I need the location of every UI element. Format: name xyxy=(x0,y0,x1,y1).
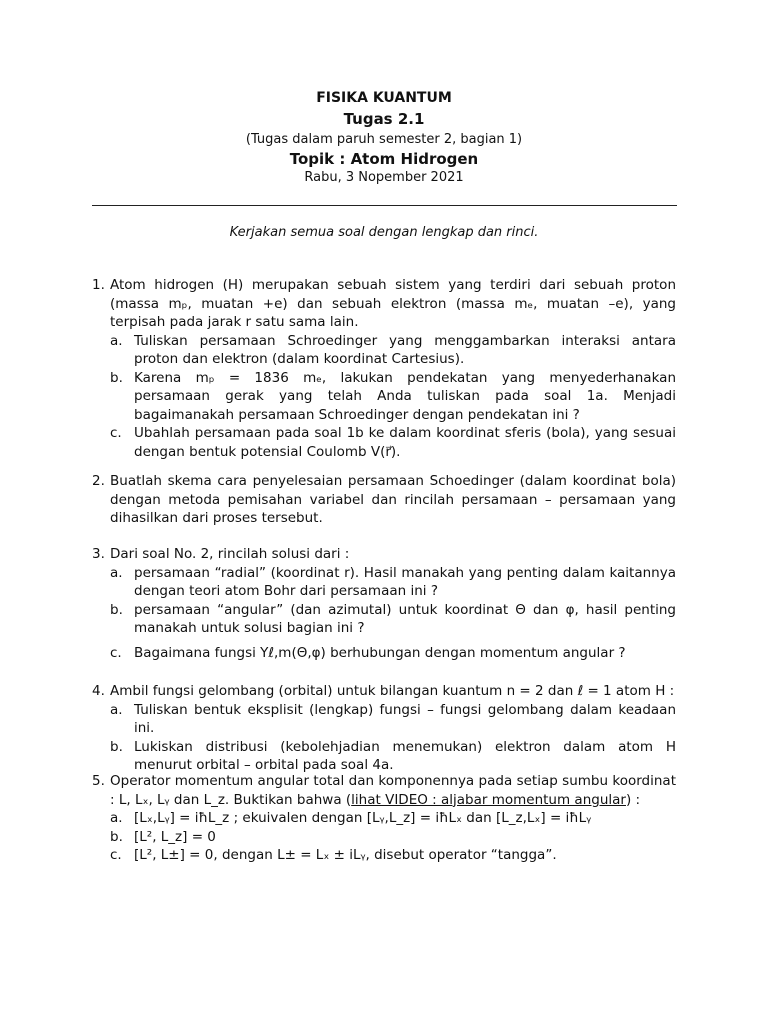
question-4 xyxy=(92,682,676,775)
sub-question-text: persamaan “angular” (dan azimutal) untuk koordinat Θ dan φ, hasil penting manakah untuk solusi bagian ini ? xyxy=(134,601,676,636)
sub-question xyxy=(110,564,676,601)
question-text xyxy=(110,772,676,809)
sub-question-text: Tuliskan persamaan Schroedinger yang menggambarkan interaksi antara proton dan elektron (dalam koordinat Cartesius). xyxy=(134,332,676,367)
question-2 xyxy=(92,472,676,528)
sub-question xyxy=(110,424,676,461)
sub-question xyxy=(110,738,676,775)
sub-question-text: Ubahlah persamaan pada soal 1b ke dalam koordinat sferis (bola), yang sesuai dengan bentuk potensial Coulomb V(r⃗). xyxy=(134,425,676,460)
sub-question-letter: c. xyxy=(110,644,122,661)
sub-question-letter: a. xyxy=(110,564,123,581)
question-text: Dari soal No. 2, rincilah solusi dari : xyxy=(110,546,350,562)
sub-question xyxy=(110,846,676,865)
question-1 xyxy=(92,276,676,461)
sub-question xyxy=(110,701,676,738)
question-number: 1. xyxy=(92,277,105,293)
sub-question-letter: b. xyxy=(110,738,123,755)
sub-question-text: [L², L±] = 0, dengan L± = Lₓ ± iLᵧ, disebut operator “tangga”. xyxy=(134,847,557,863)
question-text: Ambil fungsi gelombang (orbital) untuk bilangan kuantum n = 2 dan ℓ = 1 atom H : xyxy=(110,683,675,699)
sub-question-letter: a. xyxy=(110,701,123,718)
sub-question xyxy=(110,644,676,663)
sub-question xyxy=(110,809,676,828)
sub-question xyxy=(110,828,676,847)
video-reference-link: lihat VIDEO : aljabar momentum angular xyxy=(351,791,626,808)
document-topic: Topik : Atom Hidrogen xyxy=(289,150,479,168)
sub-question-letter: c. xyxy=(110,847,122,863)
question-number: 4. xyxy=(92,683,105,699)
horizontal-divider xyxy=(92,205,677,206)
sub-question-letter: c. xyxy=(110,425,122,441)
question-number: 2. xyxy=(92,473,105,489)
sub-question-text: Karena mₚ = 1836 mₑ, lakukan pendekatan yang menyederhanakan persamaan gerak yang telah Anda tuliskan pada soal 1a. Menjadi bagaimanakah persamaan Schroedinger dengan pendekatan ini ? xyxy=(134,369,676,423)
sub-question-letter: b. xyxy=(110,369,123,386)
question-text: Atom hidrogen (H) merupakan sebuah sistem yang terdiri dari sebuah proton (massa mₚ, muatan +e) dan sebuah elektron (massa mₑ, muatan –e), yang terpisah pada jarak r satu sama lain. xyxy=(110,277,676,330)
document-title: FISIKA KUANTUM xyxy=(316,90,452,106)
question-number: 5. xyxy=(92,773,105,789)
sub-question-text: Tuliskan bentuk eksplisit (lengkap) fungsi – fungsi gelombang dalam keadaan ini. xyxy=(134,701,676,736)
document-subtitle: Tugas 2.1 xyxy=(343,110,425,128)
sub-question xyxy=(110,601,676,638)
document-note: (Tugas dalam paruh semester 2, bagian 1) xyxy=(245,132,523,147)
sub-question-text: Bagaimana fungsi Yℓ,m(Θ,φ) berhubungan dengan momentum angular ? xyxy=(134,644,626,661)
sub-question-text: [L², L_z] = 0 xyxy=(134,828,216,845)
sub-question-letter: b. xyxy=(110,601,123,618)
document-date: Rabu, 3 Nopember 2021 xyxy=(304,170,464,185)
sub-question-text: Lukiskan distribusi (kebolehjadian menemukan) elektron dalam atom H menurut orbital – orbital pada soal 4a. xyxy=(134,738,676,773)
question-number: 3. xyxy=(92,546,105,562)
sub-question xyxy=(110,332,676,369)
question-text: Buatlah skema cara penyelesaian persamaan Schoedinger (dalam koordinat bola) dengan metoda pemisahan variabel dan rincilah persamaan – persamaan yang dihasilkan dari proses tersebut. xyxy=(110,473,676,526)
sub-question xyxy=(110,369,676,425)
sub-question-letter: a. xyxy=(110,332,123,349)
sub-question-text: persamaan “radial” (koordinat r). Hasil manakah yang penting dalam kaitannya dengan teori atom Bohr dari persamaan ini ? xyxy=(134,564,676,599)
instruction-text: Kerjakan semua soal dengan lengkap dan rinci. xyxy=(229,225,539,240)
question-text-end: ) : xyxy=(625,791,641,808)
sub-question-letter: a. xyxy=(110,810,123,826)
question-3 xyxy=(92,545,676,662)
question-5 xyxy=(92,772,676,865)
question-text-start: Operator momentum angular total dan komponennya pada setiap sumbu koordinat : L, Lₓ, Lᵧ dan L_z. Buktikan bahwa ( xyxy=(110,773,676,808)
sub-question-letter: b. xyxy=(110,828,123,845)
sub-question-text: [Lₓ,Lᵧ] = iħL_z ; ekuivalen dengan [Lᵧ,L_z] = iħLₓ dan [L_z,Lₓ] = iħLᵧ xyxy=(134,810,592,826)
